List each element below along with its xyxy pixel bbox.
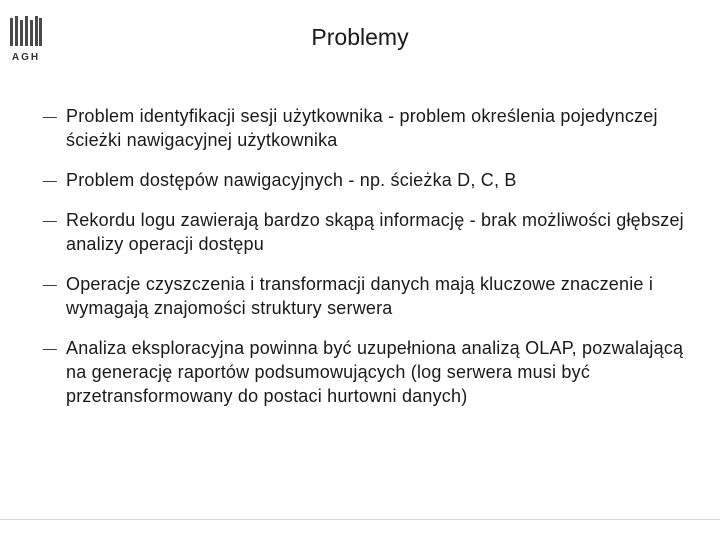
bullet-text: Operacje czyszczenia i transformacji danych mają kluczowe znaczenie i wymagają znajomości struktury serwera — [66, 274, 654, 318]
logo-text: AGH — [11, 52, 41, 63]
bullet-dash-icon: — — [42, 340, 58, 356]
bullet-item — [42, 272, 692, 320]
bullet-item — [42, 104, 692, 152]
bullet-text: Analiza eksploracyjna powinna być uzupełniona analizą OLAP, pozwalającą na generację raportów podsumowujących (log serwera musi być przetransformowany do postaci hurtowni danych) — [66, 338, 684, 406]
bullet-dash-icon: — — [42, 172, 58, 188]
bullet-text: Rekordu logu zawierają bardzo skąpą informację - brak możliwości głębszej analizy operacji dostępu — [66, 210, 684, 254]
bullet-text: Problem identyfikacji sesji użytkownika - problem określenia pojedynczej ścieżki nawigacyjnej użytkownika — [66, 106, 658, 150]
bullet-dash-icon: — — [42, 108, 58, 124]
slide-title: Problemy — [311, 24, 409, 50]
bullet-list — [42, 104, 692, 424]
bullet-text: Problem dostępów nawigacyjnych - np. ścieżka D, C, B — [66, 170, 517, 190]
bullet-item — [42, 168, 692, 192]
bullet-dash-icon: — — [42, 276, 58, 292]
bullet-item — [42, 336, 692, 408]
bullet-dash-icon: — — [42, 212, 58, 228]
bullet-item — [42, 208, 692, 256]
bottom-divider — [0, 519, 720, 520]
